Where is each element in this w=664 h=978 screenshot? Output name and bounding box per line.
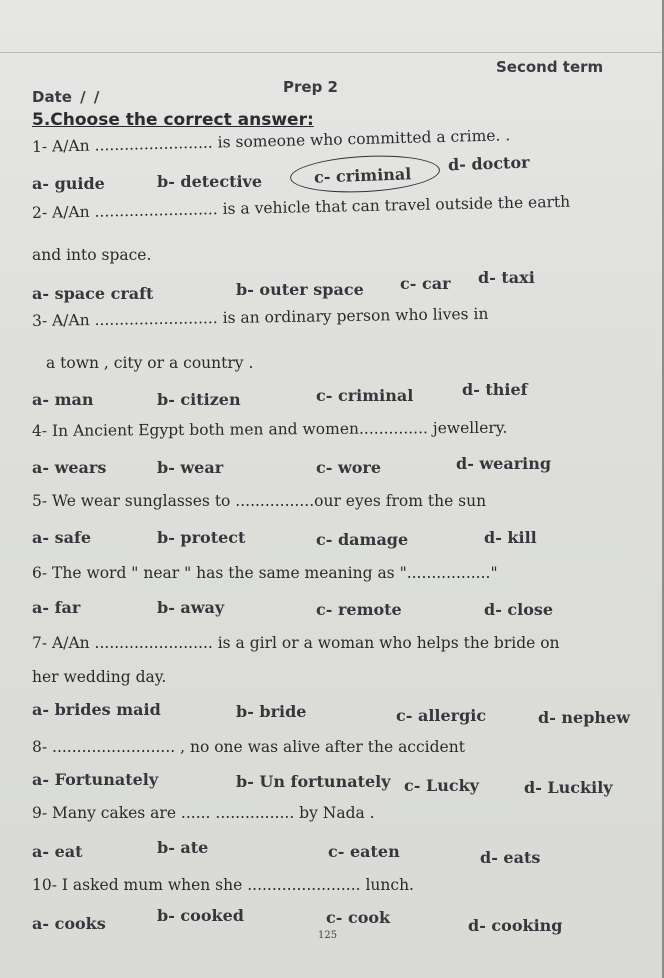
question-7-text: 7- A/An ........................ is a girl or a woman who helps the bride on xyxy=(32,634,560,652)
question-9-option-a: a- eat xyxy=(32,842,83,861)
question-7-text-cont: her wedding day. xyxy=(32,668,167,686)
question-4-text: 4- In Ancient Egypt both men and women.............. jewellery. xyxy=(31,418,508,440)
question-3-option-b: b- citizen xyxy=(157,390,241,409)
question-5-text: 5- We wear sunglasses to ................our eyes from the sun xyxy=(32,492,487,510)
question-3-text: 3- A/An ......................... is an ordinary person who lives in xyxy=(31,304,489,330)
question-3-option-d: d- thief xyxy=(462,380,528,399)
question-2-option-d: d- taxi xyxy=(478,268,535,287)
question-5-option-c: c- damage xyxy=(316,530,409,549)
level-label: Prep 2 xyxy=(283,78,338,96)
question-9-text: 9- Many cakes are ...... ................ by Nada . xyxy=(32,804,375,822)
question-4-option-d: d- wearing xyxy=(456,454,552,473)
question-5-option-d: d- kill xyxy=(484,528,537,547)
question-1-option-a: a- guide xyxy=(32,174,105,193)
term-label: Second term xyxy=(496,58,604,76)
question-8-text: 8- ......................... , no one was alive after the accident xyxy=(32,738,465,756)
question-2-text-cont: and into space. xyxy=(32,246,152,264)
date-field: Date / / xyxy=(32,88,100,106)
question-3-text-cont: a town , city or a country . xyxy=(46,354,254,372)
question-6-option-c: c- remote xyxy=(316,600,402,619)
question-4-option-b: b- wear xyxy=(157,458,224,477)
question-7-option-d: d- nephew xyxy=(538,708,630,727)
question-10-option-b: b- cooked xyxy=(157,906,244,925)
question-2-option-c: c- car xyxy=(400,274,451,293)
question-7-option-b: b- bride xyxy=(236,702,307,721)
question-10-option-c: c- cook xyxy=(326,908,391,927)
question-6-option-d: d- close xyxy=(484,600,554,619)
page-number: 125 xyxy=(318,930,338,941)
question-7-option-c: c- allergic xyxy=(396,706,487,725)
question-10-option-d: d- cooking xyxy=(468,916,563,935)
question-7-option-a: a- brides maid xyxy=(32,700,161,719)
question-8-option-d: d- Luckily xyxy=(524,778,613,797)
question-9-option-b: b- ate xyxy=(157,838,209,857)
question-4-option-a: a- wears xyxy=(32,458,107,477)
question-8-option-a: a- Fortunately xyxy=(32,770,159,789)
question-5-option-a: a- safe xyxy=(32,528,92,547)
question-6-option-a: a- far xyxy=(32,598,81,617)
question-8-option-c: c- Lucky xyxy=(404,776,479,795)
question-2-option-b: b- outer space xyxy=(236,280,364,299)
question-2-option-a: a- space craft xyxy=(32,284,154,303)
question-8-option-b: b- Un fortunately xyxy=(236,772,391,791)
question-10-text: 10- I asked mum when she ....................... lunch. xyxy=(32,876,414,894)
question-1-option-d: d- doctor xyxy=(447,152,530,175)
question-1-option-b: b- detective xyxy=(157,172,263,191)
question-2-text: 2- A/An ......................... is a vehicle that can travel outside the earth xyxy=(31,192,571,222)
question-6-option-b: b- away xyxy=(157,598,225,617)
question-3-option-a: a- man xyxy=(32,390,94,409)
section-title: 5.Choose the correct answer: xyxy=(32,110,314,130)
question-6-text: 6- The word " near " has the same meaning as "................." xyxy=(32,564,498,582)
question-9-option-d: d- eats xyxy=(480,848,541,867)
question-3-option-c: c- criminal xyxy=(316,386,414,405)
question-9-option-c: c- eaten xyxy=(328,842,400,861)
question-5-option-b: b- protect xyxy=(157,528,246,547)
question-4-option-c: c- wore xyxy=(316,458,382,477)
question-1-text: 1- A/An ........................ is someone who committed a crime. . xyxy=(31,126,511,156)
question-10-option-a: a- cooks xyxy=(32,914,106,933)
question-1-option-c: c- criminal xyxy=(313,164,412,187)
